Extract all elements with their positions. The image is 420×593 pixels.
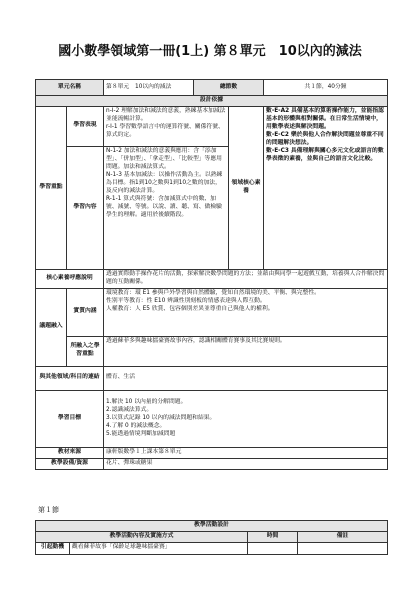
- literacy-line: 數-E-A2 具備基本的算術操作能力，並能指認基本的形體與相對關係。在日常生活情境中，用數學表述與解決問題。: [266, 107, 384, 130]
- goals-cell: [104, 390, 388, 447]
- core-desc-label: 核心素養呼應說明: [36, 269, 104, 288]
- connotation-line: 人權教育：人 E5 欣賞、包容個別差異並尊重自己與他人的權利。: [106, 305, 274, 312]
- goal-item: 4.了解 0 的減法概念。: [106, 422, 166, 429]
- core-desc-cell: 透過實際動手操作花片的活動，探索解決數學問題的方法；並藉由與同學一起遊戲互動，培養與人合作解決問題的互動關係。: [104, 269, 388, 288]
- activity-row-label: 引起動機: [36, 542, 70, 554]
- literacy-line: 數-E-C2 樂於與他人合作解決問題並尊重不同的問題解決想法。: [266, 131, 384, 146]
- other-fields-cell: 體育、生活: [104, 366, 388, 390]
- connotation-cell: [104, 288, 388, 336]
- design-basis-heading: 設計依據: [36, 96, 388, 107]
- performance-cell: [104, 106, 229, 146]
- content-line: N-1-2 加法和減法的意義與應用：含「添加型」、「併加型」、「拿走型」、「比較型」等應用問題。加法和減法算式。: [106, 147, 222, 170]
- goal-item: 2.認識減法算式。: [106, 406, 153, 413]
- activity-table: [35, 520, 388, 555]
- connotation-label: 實質內涵: [67, 288, 104, 336]
- unit-integration-cell: 透過蘇菲多與趣味擂臺賽故事內容，認識相關體育賽事及其比賽規則。: [104, 336, 388, 366]
- performance-label: 學習表現: [67, 106, 104, 146]
- activity-notes-header: 備註: [298, 531, 388, 542]
- lesson-plan-table: [35, 79, 388, 470]
- unit-row: [36, 80, 388, 96]
- total-sessions-label: 總節數: [194, 80, 264, 96]
- other-fields-label: 與其他領域/科目的連結: [36, 366, 104, 390]
- total-sessions-value: 共１節，40分鐘: [264, 80, 388, 96]
- integration-label: 議題融入: [36, 288, 67, 366]
- goal-item: 5.能透過情境判斷加減問題: [106, 430, 176, 437]
- goal-item: 3.以算式記錄 10 以內的減法問題和結果。: [106, 414, 216, 421]
- page-title: 國小數學領域第一冊(1上) 第８單元 10以內的減法: [58, 44, 362, 59]
- activity-time-header: 時間: [248, 531, 298, 542]
- equipment-label: 教學設備/資源: [36, 458, 104, 469]
- performance-line: r-Ⅰ-1 學習數學語言中的運算符號、關係符號、算式約定。: [106, 123, 224, 138]
- connotation-line: 性別平等教育：性 E10 辨識性別刻板的情感表達與人際互動。: [106, 297, 266, 304]
- source-label: 教材來源: [36, 447, 104, 458]
- activity-row-text: 觀看蘇菲故事「保齡足球趣味擂臺賽」: [70, 542, 248, 554]
- literacy-line: 數-E-C3 具備理解與關心多元文化或語言的數學表徵的素養，並與自己的語言文化比較。: [266, 147, 384, 162]
- literacy-cell: [264, 106, 388, 269]
- activity-heading: 教學活動設計: [36, 521, 388, 532]
- goal-item: 1.解決 10 以內量的分解問題。: [106, 398, 187, 405]
- content-cell: [104, 146, 229, 269]
- activity-content-header: 教學活動內容及實施方式: [36, 531, 248, 542]
- unit-name-value: 第８單元 10以內的減法: [104, 80, 194, 96]
- activity-time-cell: [248, 542, 298, 554]
- content-label: 學習內容: [67, 146, 104, 269]
- goals-label: 學習目標: [36, 390, 104, 447]
- activity-notes-cell: [298, 542, 388, 554]
- content-line: R-1-1 算式與符號：含加減算式中的數、加號、減號、等號。以說、讀、聽、寫、做檢驗學生的理解。適用於後續階段。: [106, 195, 222, 218]
- content-line: N-1-3 基本加減法：以操作活動為主。以熟練為目標。指1到10之數與1到10之數的加法，及反向的減法計算。: [106, 171, 223, 194]
- equipment-cell: 花片、彈珠或糖果: [104, 458, 388, 469]
- literacy-label: 領域核心素養: [229, 106, 264, 269]
- connotation-line: 環境教育：環 E1 參與戶外學習與自然體驗，覺知自然環境的美、平衡、與完整性。: [106, 289, 320, 296]
- section-label: 第１節: [38, 506, 59, 514]
- unit-name-label: 單元名稱: [36, 80, 104, 96]
- unit-integration-label: 所融入之學習重點: [67, 336, 104, 366]
- core-label: 學習重點: [36, 106, 67, 269]
- source-cell: 康軒版數學１上課本第８單元: [104, 447, 388, 458]
- performance-line: n-Ⅰ-2 理解加法和減法的意義，熟練基本加減法並能流暢計算。: [106, 107, 226, 122]
